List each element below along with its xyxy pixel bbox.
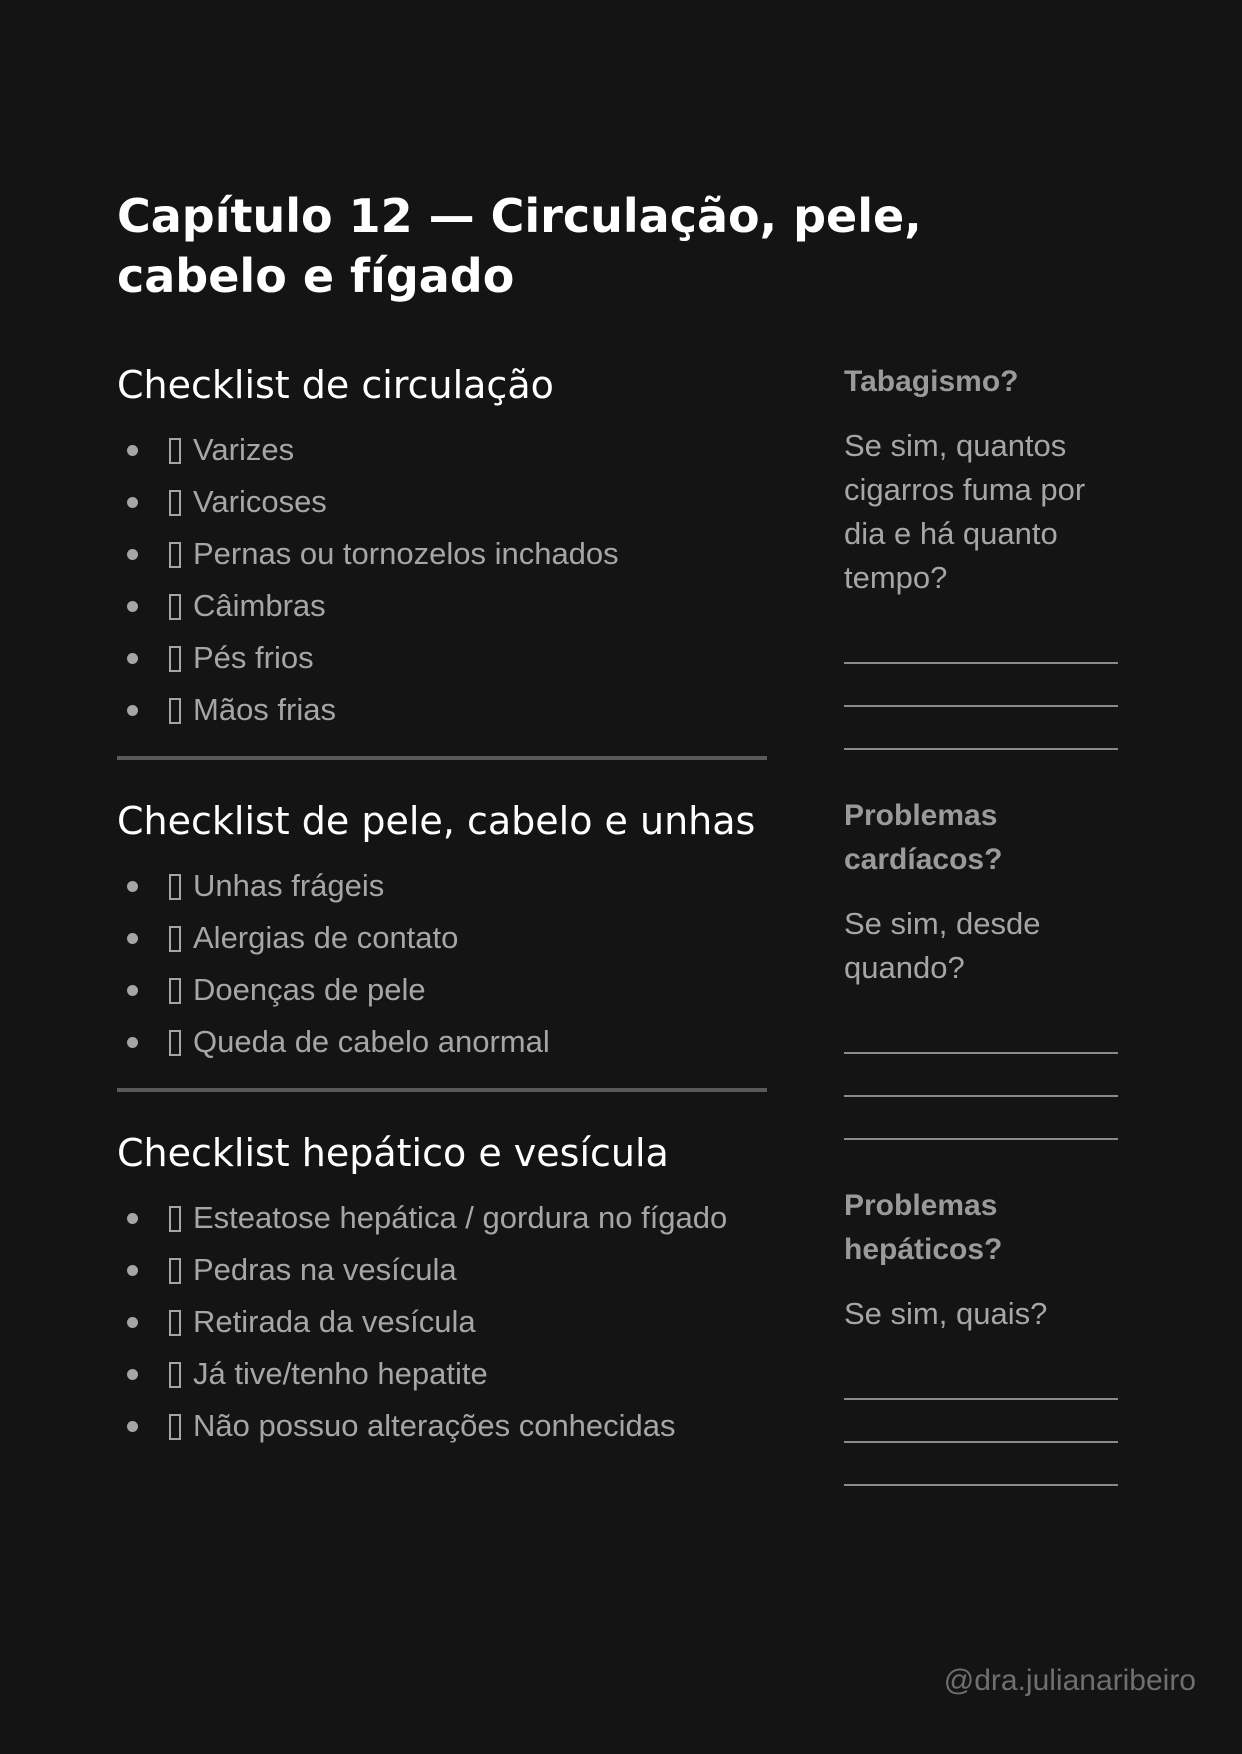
- bullet-icon: [127, 985, 138, 996]
- checklist-item[interactable]: [117, 1016, 767, 1068]
- bullet-icon: [127, 653, 138, 664]
- checkbox-icon[interactable]: [169, 978, 181, 1004]
- checkbox-icon[interactable]: [169, 1206, 181, 1232]
- checklist-item[interactable]: [117, 684, 767, 736]
- question-hepatic: [844, 1184, 1124, 1486]
- checkbox-icon[interactable]: [169, 594, 181, 620]
- checklist-item[interactable]: [117, 1400, 767, 1452]
- skin-hair-nails-checklist: [117, 860, 767, 1068]
- answer-lines: [844, 1356, 1124, 1486]
- question-prompt: Se sim, quais?: [844, 1296, 1048, 1331]
- bullet-icon: [127, 705, 138, 716]
- answer-line[interactable]: [844, 1010, 1118, 1054]
- bullet-icon: [127, 1421, 138, 1432]
- checklists-column: [117, 360, 767, 1452]
- checklist-item-label: Pés frios: [193, 640, 314, 675]
- checklist-item[interactable]: [117, 912, 767, 964]
- checklist-item[interactable]: [117, 1244, 767, 1296]
- liver-gallbladder-section: [117, 1128, 767, 1452]
- checklist-item[interactable]: [117, 528, 767, 580]
- bullet-icon: [127, 1369, 138, 1380]
- questions-column: [844, 360, 1124, 1530]
- bullet-icon: [127, 1037, 138, 1048]
- checklist-item-label: Retirada da vesícula: [193, 1304, 476, 1339]
- checklist-item[interactable]: [117, 632, 767, 684]
- answer-lines: [844, 1010, 1124, 1140]
- bullet-icon: [127, 881, 138, 892]
- author-handle: @dra.julianaribeiro: [943, 1664, 1196, 1697]
- bullet-icon: [127, 497, 138, 508]
- checklist-item[interactable]: [117, 580, 767, 632]
- checklist-item[interactable]: [117, 1296, 767, 1348]
- checklist-item[interactable]: [117, 964, 767, 1016]
- bullet-icon: [127, 549, 138, 560]
- answer-line[interactable]: [844, 1356, 1118, 1400]
- circulation-section: [117, 360, 767, 736]
- checklist-item-label: Mãos frias: [193, 692, 336, 727]
- checklist-item-label: Não possuo alterações conhecidas: [193, 1408, 676, 1443]
- checklist-item-label: Pernas ou tornozelos inchados: [193, 536, 619, 571]
- question-title: Tabagismo?: [844, 365, 1019, 398]
- checklist-item-label: Alergias de contato: [193, 920, 459, 955]
- question-prompt: Se sim, desde quando?: [844, 906, 1041, 985]
- checklist-item-label: Doenças de pele: [193, 972, 426, 1007]
- section-divider: [117, 1088, 767, 1092]
- answer-line[interactable]: [844, 1097, 1118, 1140]
- section-title: Checklist de pele, cabelo e unhas: [117, 799, 756, 843]
- liver-gallbladder-checklist: [117, 1192, 767, 1452]
- question-smoking: [844, 360, 1124, 750]
- checklist-item-label: Esteatose hepática / gordura no fígado: [193, 1200, 728, 1235]
- checklist-item-label: Pedras na vesícula: [193, 1252, 457, 1287]
- question-title: Problemas cardíacos?: [844, 799, 1003, 876]
- checkbox-icon[interactable]: [169, 698, 181, 724]
- checkbox-icon[interactable]: [169, 438, 181, 464]
- checklist-item[interactable]: [117, 476, 767, 528]
- bullet-icon: [127, 1265, 138, 1276]
- checklist-item[interactable]: [117, 860, 767, 912]
- question-prompt: Se sim, quantos cigarros fuma por dia e há quanto tempo?: [844, 428, 1086, 595]
- checkbox-icon[interactable]: [169, 1030, 181, 1056]
- answer-line[interactable]: [844, 1443, 1118, 1486]
- answer-line[interactable]: [844, 1054, 1118, 1097]
- bullet-icon: [127, 1213, 138, 1224]
- checkbox-icon[interactable]: [169, 1258, 181, 1284]
- checkbox-icon[interactable]: [169, 1310, 181, 1336]
- answer-line[interactable]: [844, 620, 1118, 664]
- answer-line[interactable]: [844, 664, 1118, 707]
- checklist-item[interactable]: [117, 1348, 767, 1400]
- answer-line[interactable]: [844, 1400, 1118, 1443]
- checklist-item-label: Varicoses: [193, 484, 327, 519]
- page-title: Capítulo 12 — Circulação, pele, cabelo e fígado: [117, 189, 922, 303]
- circulation-checklist: [117, 424, 767, 736]
- checkbox-icon[interactable]: [169, 874, 181, 900]
- answer-line[interactable]: [844, 707, 1118, 750]
- checkbox-icon[interactable]: [169, 926, 181, 952]
- checkbox-icon[interactable]: [169, 1362, 181, 1388]
- checklist-item[interactable]: [117, 424, 767, 476]
- question-title: Problemas hepáticos?: [844, 1189, 1003, 1266]
- section-divider: [117, 756, 767, 760]
- bullet-icon: [127, 601, 138, 612]
- checkbox-icon[interactable]: [169, 490, 181, 516]
- checkbox-icon[interactable]: [169, 646, 181, 672]
- bullet-icon: [127, 1317, 138, 1328]
- bullet-icon: [127, 933, 138, 944]
- checklist-item-label: Varizes: [193, 432, 295, 467]
- checklist-item-label: Câimbras: [193, 588, 326, 623]
- question-cardiac: [844, 794, 1124, 1140]
- checkbox-icon[interactable]: [169, 542, 181, 568]
- skin-hair-nails-section: [117, 796, 767, 1068]
- checkbox-icon[interactable]: [169, 1414, 181, 1440]
- section-title: Checklist de circulação: [117, 363, 554, 407]
- checklist-item[interactable]: [117, 1192, 767, 1244]
- checklist-item-label: Unhas frágeis: [193, 868, 385, 903]
- checklist-item-label: Queda de cabelo anormal: [193, 1024, 550, 1059]
- bullet-icon: [127, 445, 138, 456]
- answer-lines: [844, 620, 1124, 750]
- checklist-item-label: Já tive/tenho hepatite: [193, 1356, 488, 1391]
- section-title: Checklist hepático e vesícula: [117, 1131, 669, 1175]
